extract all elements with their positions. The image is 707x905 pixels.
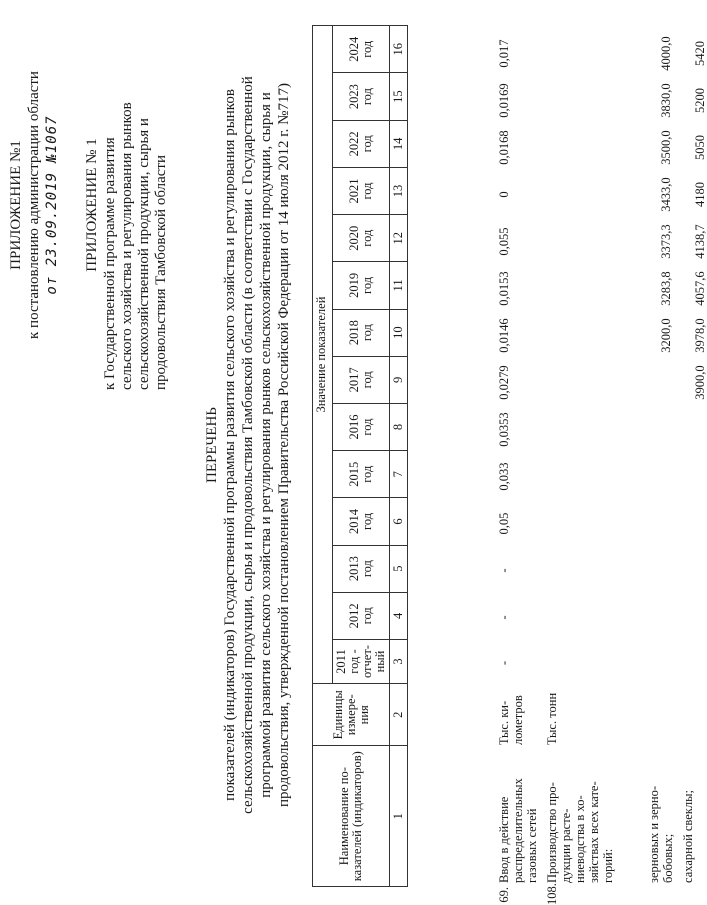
year-header: 2016 год bbox=[333, 403, 390, 450]
column-number: 13 bbox=[390, 167, 408, 214]
row-value: 0,0169 bbox=[497, 83, 511, 118]
column-number: 5 bbox=[390, 545, 408, 592]
row-value: - bbox=[497, 615, 511, 620]
year-header: 2021 год bbox=[333, 167, 390, 214]
column-number: 3 bbox=[390, 639, 408, 683]
column-number: 10 bbox=[390, 309, 408, 356]
column-number: 2 bbox=[390, 684, 408, 746]
row-value: 0,0168 bbox=[497, 130, 511, 165]
year-header: 2013 год bbox=[333, 545, 390, 592]
year-header: 2023 год bbox=[333, 73, 390, 120]
row-value: 0,017 bbox=[497, 39, 511, 68]
column-number: 16 bbox=[390, 26, 408, 74]
year-header: 2012 год bbox=[333, 592, 390, 639]
column-number: 1 bbox=[390, 746, 408, 887]
row-value: - bbox=[497, 660, 511, 666]
year-header: 2015 год bbox=[333, 451, 390, 498]
inner-line-2: сельского хозяйства и регулирования рынков bbox=[119, 102, 135, 390]
year-header: 2019 год bbox=[333, 262, 390, 309]
row-value: 4180 bbox=[693, 182, 707, 207]
handwritten-date: от 23.09.2019 №1067 bbox=[44, 115, 60, 295]
col-units-header: Единицы измере-ния bbox=[313, 684, 390, 746]
row-value: 5420 bbox=[693, 41, 707, 66]
row-value: 3373,3 bbox=[659, 224, 673, 259]
row-value: 3200,0 bbox=[659, 318, 673, 353]
row-name: зерновых и зерно-бобовых; bbox=[647, 785, 675, 883]
title-line-2: сельскохозяйственной продукции, сырья и продовольствия Тамбовской области (в соответствии с Государственной bbox=[240, 76, 256, 814]
row-value: 3500,0 bbox=[659, 130, 673, 165]
row-value: 4057,6 bbox=[693, 271, 707, 306]
column-number: 14 bbox=[390, 120, 408, 167]
row-value: 3283,8 bbox=[659, 271, 673, 306]
year-header: 2017 год bbox=[333, 356, 390, 403]
row-value: 0,055 bbox=[497, 227, 511, 256]
column-number: 8 bbox=[390, 403, 408, 450]
year-header: 2020 год bbox=[333, 215, 390, 262]
column-number: 9 bbox=[390, 356, 408, 403]
column-number: 7 bbox=[390, 451, 408, 498]
row-unit: Тыс. тонн bbox=[545, 692, 559, 745]
row-value: 0,05 bbox=[497, 512, 511, 535]
year-header: 2022 год bbox=[333, 120, 390, 167]
row-name: Производство про-дукции расте-ниеводства в хо-зяйствах всех кате-горий: bbox=[545, 781, 615, 883]
title-line-4: продовольствия, утвержденной постановлением Правительства Российской Федерации от 14 июля 2012 г. №717) bbox=[276, 83, 292, 807]
row-number: 69. bbox=[497, 887, 511, 903]
column-number: 11 bbox=[390, 262, 408, 309]
row-value: 0,0353 bbox=[497, 412, 511, 447]
row-name: Ввод в действие распределительных газовых сетей bbox=[497, 778, 539, 883]
column-number: 15 bbox=[390, 73, 408, 120]
row-value: 0,0146 bbox=[497, 318, 511, 353]
year-header: 2024 год bbox=[333, 26, 390, 74]
year-header: 2014 год bbox=[333, 498, 390, 545]
row-value: 4000,0 bbox=[659, 36, 673, 71]
column-number: 12 bbox=[390, 215, 408, 262]
col-name-header: Наименование по-казателей (индикаторов) bbox=[313, 746, 390, 887]
inner-line-4: продовольствия Тамбовской области bbox=[153, 155, 169, 390]
column-number: 6 bbox=[390, 498, 408, 545]
row-name: сахарной свеклы; bbox=[681, 790, 695, 883]
year-header: 2018 год bbox=[333, 309, 390, 356]
row-value: 4138,7 bbox=[693, 224, 707, 259]
row-number: 108. bbox=[545, 883, 559, 905]
row-value: 3900,0 bbox=[693, 365, 707, 400]
values-group-header: Значение показателей bbox=[313, 26, 333, 684]
document-heading: ПЕРЕЧЕНЬ bbox=[204, 407, 220, 483]
row-value: 5200 bbox=[693, 88, 707, 113]
row-value: 0 bbox=[497, 191, 511, 198]
inner-line-1: к Государственной программе развития bbox=[102, 137, 118, 390]
row-value: 3978,0 bbox=[693, 318, 707, 353]
year-header: 2011 год - отчет-ный bbox=[333, 639, 390, 683]
inner-line-3: сельскохозяйственной продукции, сырья и bbox=[136, 118, 152, 390]
row-unit: Тыс. ки-лометров bbox=[497, 695, 525, 745]
row-value: 0,033 bbox=[497, 462, 511, 491]
row-value: 3830,0 bbox=[659, 83, 673, 118]
indicators-table bbox=[312, 25, 408, 887]
annex-to: к постановлению администрации области bbox=[26, 71, 42, 339]
column-number: 4 bbox=[390, 592, 408, 639]
row-value: 0,0279 bbox=[497, 365, 511, 400]
title-line-1: показателей (индикаторов) Государственной программы развития сельского хозяйства и регулирования рынков bbox=[222, 89, 238, 801]
row-value: - bbox=[497, 568, 511, 573]
row-value: 3433,0 bbox=[659, 177, 673, 212]
row-value: 5050 bbox=[693, 135, 707, 160]
title-line-3: программой развития сельского хозяйства и регулирования рынков сельскохозяйственной продукции, сырья и bbox=[258, 92, 274, 798]
row-value: 0,0153 bbox=[497, 271, 511, 306]
annex-title: ПРИЛОЖЕНИЕ №1 bbox=[8, 140, 24, 270]
annex-inner: ПРИЛОЖЕНИЕ № 1 bbox=[84, 138, 100, 272]
